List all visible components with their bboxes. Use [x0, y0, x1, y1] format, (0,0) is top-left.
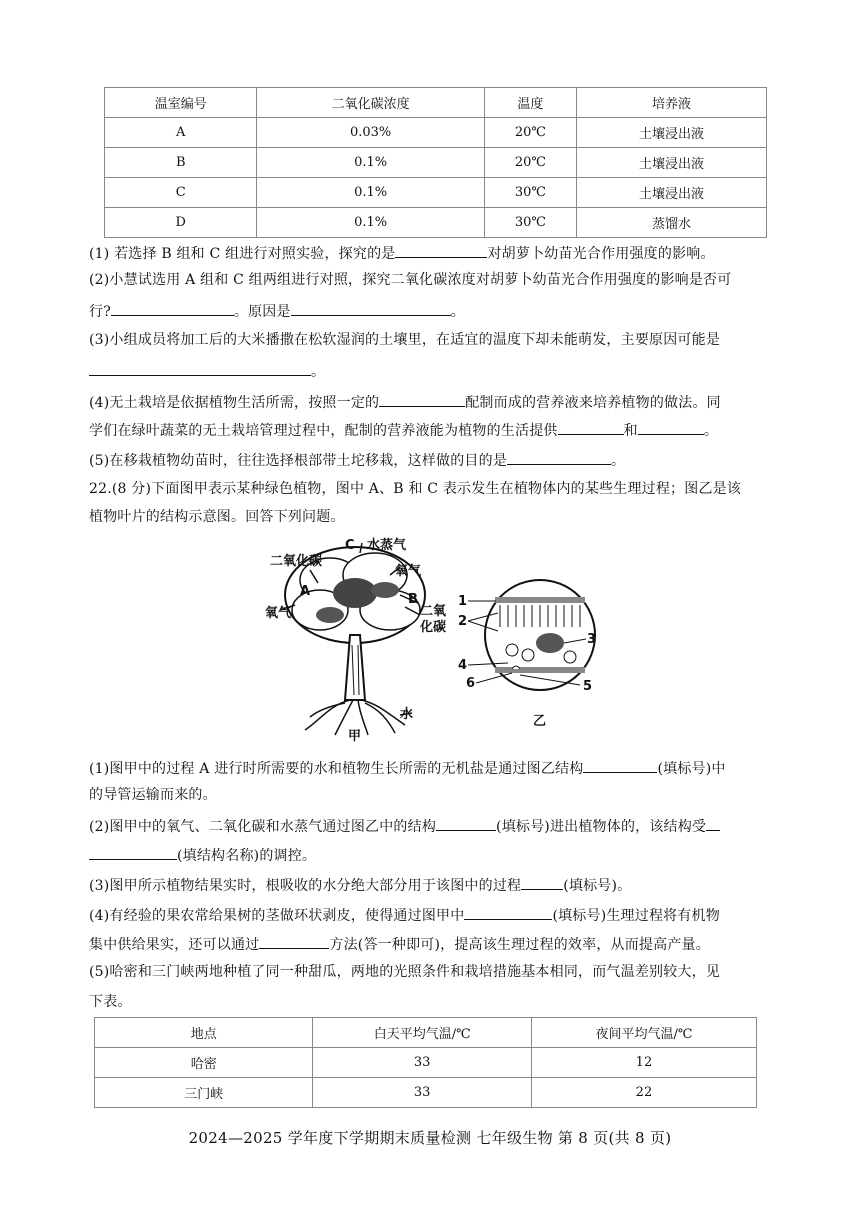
q22-part3: [89, 875, 779, 895]
temperature-table: [94, 1017, 757, 1108]
q21-part2-line1: [89, 271, 779, 289]
answer-blank[interactable]: [395, 243, 487, 258]
table-header-row: [105, 88, 767, 118]
table-cell: 土壤浸出液: [577, 178, 767, 208]
table-cell: 0.03%: [257, 118, 484, 148]
caption-yi: 乙: [533, 714, 547, 729]
answer-blank[interactable]: [89, 845, 177, 860]
table-row: [105, 178, 767, 208]
table-header-cell: 白天平均气温/℃: [313, 1018, 531, 1048]
text: (5)哈密和三门峡两地种植了同一种甜瓜，两地的光照条件和栽培措施基本相同，而气温差别较大，见: [89, 964, 721, 980]
answer-blank[interactable]: [291, 301, 451, 316]
leaf-label-3: 3: [587, 632, 597, 647]
q22-part5-line1: [89, 963, 779, 981]
table-header-cell: 温度: [484, 88, 576, 118]
answer-blank[interactable]: [521, 875, 563, 890]
q22-part4-line1: [89, 905, 779, 925]
text: (填结构名称)的调控。: [177, 848, 317, 864]
text: 。: [450, 304, 465, 320]
text: (1)图甲中的过程 A 进行时所需要的水和植物生长所需的无机盐是通过图乙结构: [89, 761, 584, 777]
table-row: [105, 118, 767, 148]
text: 集中供给果实，还可以通过: [89, 937, 260, 953]
q22-intro-line2: [89, 508, 779, 526]
table-cell: 22: [531, 1078, 756, 1108]
table-row: [95, 1078, 757, 1108]
text: (3)图甲所示植物结果实时，根吸收的水分绝大部分用于该图中的过程: [89, 878, 522, 894]
text: 行?: [89, 304, 111, 320]
answer-blank[interactable]: [436, 816, 496, 831]
table-cell: 30℃: [484, 178, 576, 208]
text: (2)图甲中的氧气、二氧化碳和水蒸气通过图乙中的结构: [89, 819, 437, 835]
q21-part3-line2: [89, 361, 779, 381]
table-cell: 30℃: [484, 208, 576, 238]
answer-blank[interactable]: [583, 758, 657, 773]
leaf-label-2: 2: [458, 614, 468, 629]
table-row: [105, 148, 767, 178]
text: (3)小组成员将加工后的大米播撒在松软湿润的土壤里，在适宜的温度下却未能萌发，主要原因可能是: [89, 332, 721, 348]
text: 。: [311, 364, 326, 380]
text: (填标号)进出植物体的，该结构受: [496, 819, 707, 835]
answer-blank[interactable]: [507, 450, 611, 465]
table-cell: 蒸馏水: [577, 208, 767, 238]
table-cell: 20℃: [484, 148, 576, 178]
table-cell: 0.1%: [257, 148, 484, 178]
answer-blank[interactable]: [558, 420, 624, 435]
table-cell: D: [105, 208, 257, 238]
text: 方法(答一种即可)，提高该生理过程的效率，从而提高产量。: [329, 937, 710, 953]
answer-blank[interactable]: [89, 361, 311, 376]
answer-blank[interactable]: [111, 301, 234, 316]
q22-part4-line2: [89, 934, 779, 954]
text: 植物叶片的结构示意图。回答下列问题。: [89, 509, 345, 525]
text: (填标号)生理过程将有机物: [552, 908, 720, 924]
q22-part5-line2: [89, 993, 779, 1011]
label-co2-right-1: 二氧: [420, 604, 447, 619]
label-water-vapor: 水蒸气: [367, 538, 407, 553]
label-co2-right-2: 化碳: [420, 620, 447, 635]
q21-part4-line2: [89, 420, 779, 440]
answer-blank[interactable]: [706, 816, 720, 831]
label-c: C: [345, 538, 355, 553]
q22-part2-line2: [89, 845, 779, 865]
caption-jia: 甲: [348, 729, 362, 744]
text: (2)小慧试选用 A 组和 C 组两组进行对照，探究二氧化碳浓度对胡萝卜幼苗光合作用强度的影响是否可: [89, 272, 732, 288]
table-cell: B: [105, 148, 257, 178]
text: (填标号)。: [563, 878, 632, 894]
text: 对胡萝卜幼苗光合作用强度的影响。: [487, 246, 715, 262]
tree-trunk: [345, 635, 365, 700]
q21-part3-line1: [89, 331, 779, 349]
text: 下表。: [89, 994, 132, 1010]
table-header-cell: 温室编号: [105, 88, 257, 118]
table-header-cell: 夜间平均气温/℃: [531, 1018, 756, 1048]
text: (1) 若选择 B 组和 C 组进行对照实验，探究的是: [89, 246, 396, 262]
table-cell: 33: [313, 1048, 531, 1078]
table-row: [105, 208, 767, 238]
answer-blank[interactable]: [379, 392, 465, 407]
answer-blank[interactable]: [464, 905, 552, 920]
label-b: B: [408, 592, 418, 607]
table-cell: C: [105, 178, 257, 208]
page-footer: 2024—2025 学年度下学期期末质量检测 七年级生物 第 8 页(共 8 页): [188, 1129, 672, 1147]
leaf-label-6: 6: [466, 676, 476, 691]
text: 。: [611, 453, 626, 469]
table-cell: 12: [531, 1048, 756, 1078]
leaf-cross-section: [485, 580, 595, 690]
text: 配制而成的营养液来培养植物的做法。同: [465, 395, 721, 411]
q22-part1-line2: [89, 786, 779, 804]
leaf-label-5: 5: [583, 679, 593, 694]
q22-part1-line1: [89, 758, 779, 778]
label-co2-top: 二氧化碳: [270, 554, 323, 569]
table-cell: 33: [313, 1078, 531, 1108]
text: (5)在移栽植物幼苗时，往往选择根部带土坨移栽，这样做的目的是: [89, 453, 508, 469]
text: (填标号)中: [657, 761, 726, 777]
table-cell: A: [105, 118, 257, 148]
q21-part4-line1: [89, 392, 779, 412]
label-o2-right: 氧气: [395, 564, 422, 579]
label-a: A: [300, 584, 311, 599]
q21-part2-line2: [89, 301, 779, 321]
q21-part5: [89, 450, 779, 470]
plant-and-leaf-figure: [250, 535, 610, 745]
table-cell: 0.1%: [257, 208, 484, 238]
leaf-label-4: 4: [458, 658, 468, 673]
leaf-label-1: 1: [458, 594, 468, 609]
table-cell: 土壤浸出液: [577, 148, 767, 178]
text: 。原因是: [233, 304, 291, 320]
table-cell: 土壤浸出液: [577, 118, 767, 148]
text: (4)无土栽培是依据植物生活所需，按照一定的: [89, 395, 380, 411]
table-row: [95, 1048, 757, 1078]
table-header-row: [95, 1018, 757, 1048]
answer-blank[interactable]: [638, 420, 704, 435]
table-cell: 20℃: [484, 118, 576, 148]
text: (4)有经验的果农常给果树的茎做环状剥皮，使得通过图甲中: [89, 908, 465, 924]
text: 。: [703, 423, 719, 439]
text: 22.(8 分)下面图甲表示某种绿色植物，图中 A、B 和 C 表示发生在植物体内的某些生理过程；图乙是该: [89, 481, 742, 497]
table-cell: 0.1%: [257, 178, 484, 208]
q21-part1: [89, 243, 779, 263]
label-water: 水: [400, 707, 414, 722]
table-header-cell: 培养液: [577, 88, 767, 118]
text: 和: [623, 423, 638, 439]
q22-part2-line1: [89, 816, 779, 836]
text: 的导管运输而来的。: [89, 787, 217, 803]
table-header-cell: 地点: [95, 1018, 313, 1048]
table-cell: 哈密: [95, 1048, 313, 1078]
table-header-cell: 二氧化碳浓度: [257, 88, 484, 118]
q22-intro-line1: [89, 480, 779, 498]
greenhouse-table: [104, 87, 767, 238]
label-o2-left: 氧气: [265, 606, 292, 621]
table-cell: 三门峡: [95, 1078, 313, 1108]
answer-blank[interactable]: [259, 934, 329, 949]
text: 学们在绿叶蔬菜的无土栽培管理过程中，配制的营养液能为植物的生活提供: [89, 423, 558, 439]
